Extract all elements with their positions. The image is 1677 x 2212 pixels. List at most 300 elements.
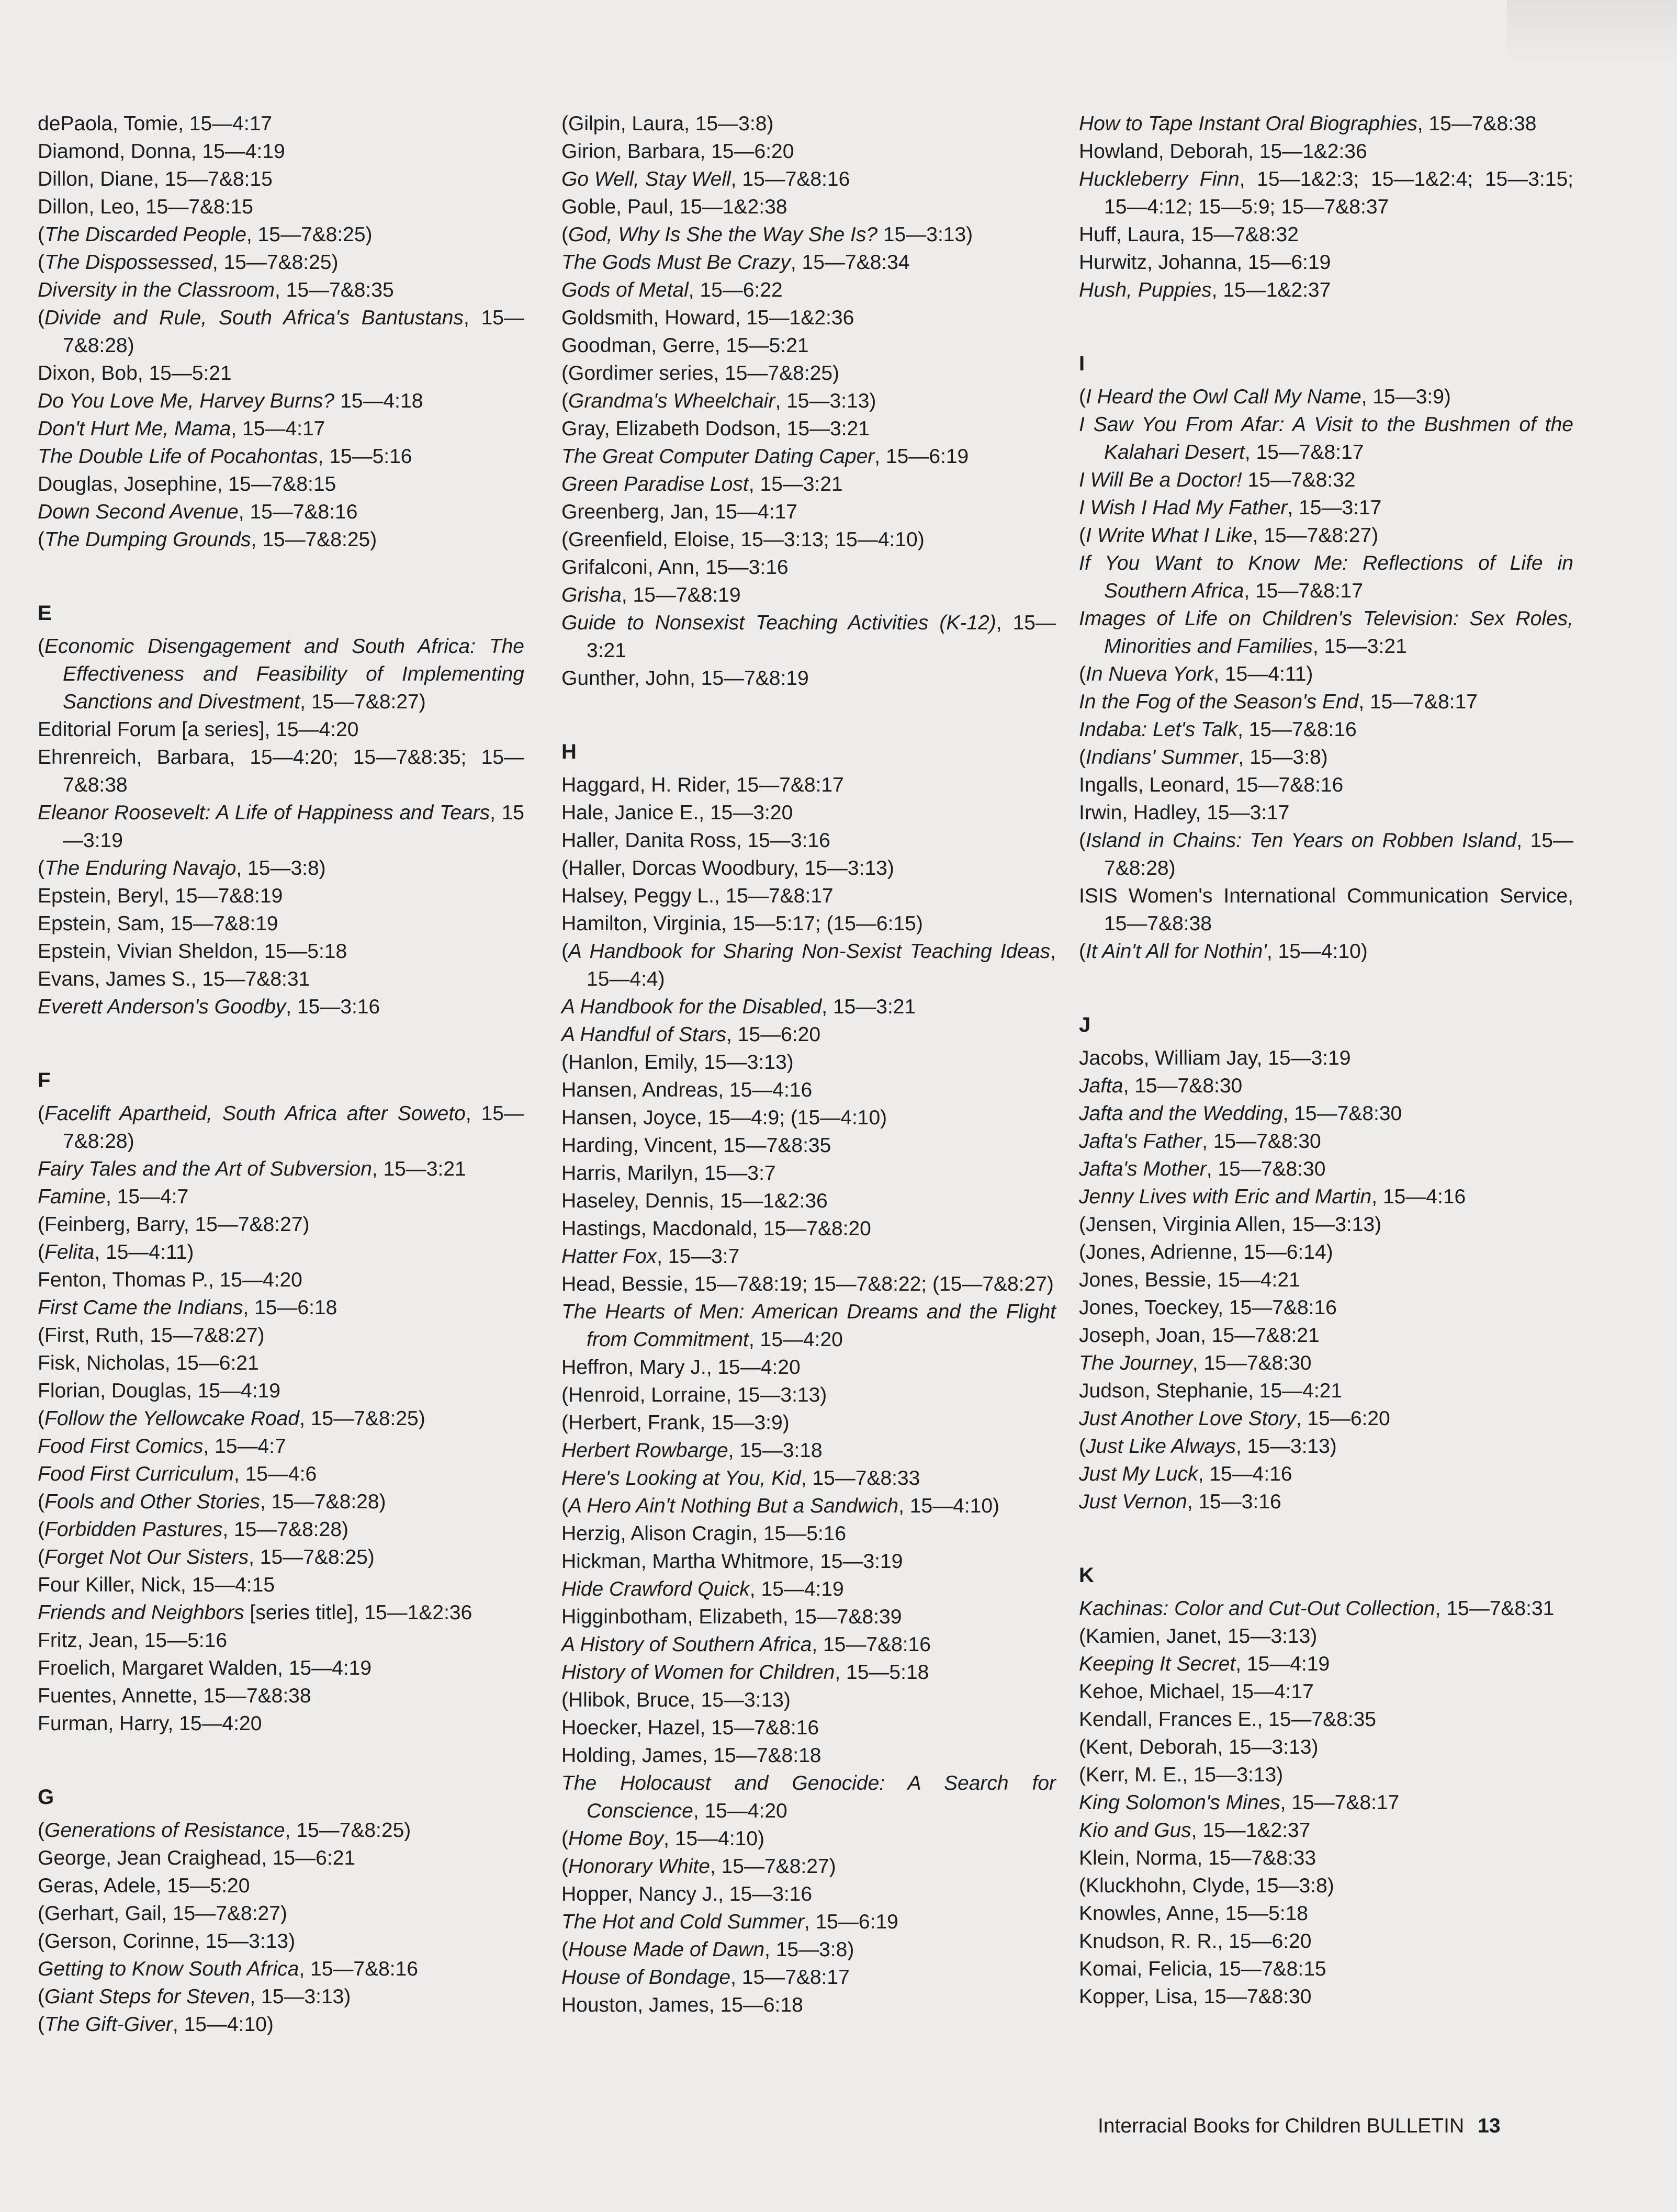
index-entry <box>38 193 524 221</box>
entry-title-italic: House of Bondage <box>561 1966 731 1989</box>
entry-title-italic: How to Tape Instant Oral Biographies <box>1079 112 1417 135</box>
entry-title-italic: God, Why Is She the Way She Is? <box>568 223 878 246</box>
entry-text: , 15—7&8:34 <box>790 251 910 274</box>
entry-text: , 15—3:8) <box>1238 746 1328 769</box>
index-entry <box>38 1100 524 1155</box>
entry-text: , 15—7&8:16 <box>238 501 358 523</box>
entry-text: Hickman, Martha Whitmore, 15—3:19 <box>561 1550 903 1573</box>
index-entry <box>561 1853 1056 1880</box>
entry-text: , 15—7&8:27) <box>710 1855 836 1878</box>
entry-title-italic: Huckleberry Finn <box>1079 168 1240 190</box>
index-entry <box>38 743 524 799</box>
index-entry <box>561 1742 1056 1769</box>
entry-title-italic: Facelift Apartheid, South Africa after Soweto <box>44 1102 466 1125</box>
index-entry <box>38 1872 524 1900</box>
entry-title-italic: I Wish I Had My Father <box>1079 496 1288 519</box>
entry-text: Geras, Adele, 15—5:20 <box>38 1875 250 1897</box>
index-entry <box>38 1816 524 1844</box>
index-entry <box>38 938 524 965</box>
index-entry <box>1079 1844 1573 1872</box>
index-entry <box>38 716 524 743</box>
index-entry <box>561 498 1056 526</box>
index-entry <box>1079 1622 1573 1650</box>
index-entry <box>1079 1927 1573 1955</box>
index-section <box>38 600 524 1021</box>
entry-text: (Gordimer series, 15—7&8:25) <box>561 362 840 385</box>
section-letter-heading: K <box>1079 1564 1094 1587</box>
index-entry <box>38 1432 524 1460</box>
section-letter-heading: J <box>1079 1013 1091 1036</box>
index-section <box>1079 350 1573 965</box>
entry-text: , 15—7&8:17 <box>1358 691 1478 713</box>
entry-title-italic: The Hearts of Men: American Dreams and the Flight from Commitment <box>561 1301 1056 1351</box>
index-entry <box>1079 221 1573 249</box>
entry-text: Hamilton, Virginia, 15—5:17; (15—6:15) <box>561 912 923 935</box>
entry-text: Hansen, Andreas, 15—4:16 <box>561 1079 813 1101</box>
index-entry <box>561 193 1056 221</box>
index-entry <box>38 1955 524 1983</box>
entry-text: ( <box>38 1819 44 1842</box>
entry-text: ( <box>38 1102 44 1125</box>
entry-text: Ehrenreich, Barbara, 15—4:20; 15—7&8:35; 15—7&8:38 <box>38 746 524 796</box>
index-entry <box>38 443 524 470</box>
index-entry <box>38 882 524 910</box>
index-entry <box>38 415 524 443</box>
entry-title-italic: Hatter Fox <box>561 1245 657 1268</box>
entry-text: Fuentes, Annette, 15—7&8:38 <box>38 1685 311 1707</box>
entry-text: , 15—7&8:28) <box>260 1491 386 1513</box>
index-entry <box>561 1298 1056 1353</box>
entry-text: , 15—7&8:27) <box>1252 524 1379 547</box>
entry-title-italic: A Handbook for Sharing Non-Sexist Teaching Ideas <box>568 940 1051 963</box>
index-entry <box>1079 1238 1573 1266</box>
entry-text: Klein, Norma, 15—7&8:33 <box>1079 1847 1316 1869</box>
entry-text: , 15—6:20 <box>1296 1407 1390 1430</box>
index-entry <box>561 165 1056 193</box>
entry-text: Hopper, Nancy J., 15—3:16 <box>561 1883 813 1905</box>
entry-text: ( <box>38 307 44 329</box>
index-entry <box>1079 1872 1573 1900</box>
entry-text: , 15—1&2:3; 15—1&2:4; 15—3:15; 15—4:12; 15—5:9; 15—7&8:37 <box>1104 168 1573 218</box>
index-section <box>38 1784 524 2038</box>
entry-title-italic: Just Vernon <box>1079 1491 1187 1513</box>
entry-text: Hansen, Joyce, 15—4:9; (15—4:10) <box>561 1107 887 1129</box>
entry-title-italic: Food First Comics <box>38 1435 204 1458</box>
index-entry <box>38 854 524 882</box>
index-entry <box>1079 522 1573 549</box>
entry-text: Joseph, Joan, 15—7&8:21 <box>1079 1324 1320 1347</box>
index-entry <box>561 854 1056 882</box>
entry-text: , 15—4:7 <box>106 1186 189 1208</box>
entry-title-italic: A History of Southern Africa <box>561 1633 812 1656</box>
entry-text: , 15—7&8:31 <box>1435 1597 1555 1620</box>
index-entry <box>38 799 524 854</box>
index-entry <box>38 276 524 304</box>
index-entry <box>561 827 1056 854</box>
index-entry <box>1079 1678 1573 1706</box>
entry-title-italic: Fairy Tales and the Art of Subversion <box>38 1158 372 1180</box>
entry-title-italic: If You Want to Know Me: Reflections of Life in Southern Africa <box>1079 552 1573 602</box>
entry-text: , 15—3:18 <box>728 1439 823 1462</box>
entry-text: Editorial Forum [a series], 15—4:20 <box>38 718 359 741</box>
entry-text: ( <box>1079 746 1086 769</box>
entry-text: , 15—4:17 <box>231 417 325 440</box>
entry-text: Gray, Elizabeth Dodson, 15—3:21 <box>561 417 870 440</box>
index-entry <box>561 771 1056 799</box>
entry-text: Four Killer, Nick, 15—4:15 <box>38 1574 275 1596</box>
entry-text: , 15—7&8:25) <box>285 1819 411 1842</box>
index-entry <box>1079 1183 1573 1211</box>
index-entry <box>38 1983 524 2011</box>
entry-text: Douglas, Josephine, 15—7&8:15 <box>38 473 336 495</box>
entry-text: , 15—7&8:30 <box>1123 1075 1243 1097</box>
index-entry <box>561 1132 1056 1159</box>
entry-text: ( <box>38 1491 44 1513</box>
entry-text: Florian, Douglas, 15—4:19 <box>38 1380 280 1402</box>
index-entry <box>561 443 1056 470</box>
index-entry <box>38 1377 524 1405</box>
entry-text: , 15—7&8:25) <box>249 1546 375 1568</box>
entry-title-italic: A Handful of Stars <box>561 1023 727 1046</box>
index-entry <box>38 1460 524 1488</box>
entry-title-italic: Jafta's Mother <box>1079 1158 1207 1180</box>
index-section <box>561 110 1056 692</box>
entry-text: , 15—7&8:17 <box>730 1966 850 1989</box>
index-entry <box>1079 771 1573 799</box>
index-entry <box>1079 1100 1573 1127</box>
index-entry <box>1079 827 1573 882</box>
entry-title-italic: First Came the Indians <box>38 1296 243 1319</box>
index-entry <box>561 415 1056 443</box>
index-entry <box>38 526 524 554</box>
index-entry <box>561 609 1056 664</box>
entry-title-italic: Forget Not Our Sisters <box>44 1546 249 1568</box>
entry-text: Diamond, Donna, 15—4:19 <box>38 140 285 163</box>
index-entry <box>561 138 1056 165</box>
entry-text: Epstein, Sam, 15—7&8:19 <box>38 912 278 935</box>
entry-text: Houston, James, 15—6:18 <box>561 1994 803 2016</box>
index-entry <box>38 993 524 1021</box>
index-entry <box>561 276 1056 304</box>
index-entry <box>1079 276 1573 304</box>
entry-text: , 15—7&8:17 <box>1280 1791 1400 1814</box>
entry-text: , 15—7&8:16 <box>812 1633 931 1656</box>
entry-text: 15—7&8:32 <box>1242 469 1356 491</box>
entry-text: , 15—7&8:28) <box>1104 829 1573 879</box>
entry-title-italic: The Gift-Giver <box>44 2013 173 2036</box>
entry-text: , 15—7&8:28) <box>222 1518 349 1541</box>
entry-text: , 15—7&8:25) <box>251 528 377 551</box>
entry-title-italic: Green Paradise Lost <box>561 473 749 495</box>
entry-text: ( <box>1079 940 1086 963</box>
index-entry <box>38 1654 524 1682</box>
entry-text: , 15—4:10) <box>663 1827 765 1850</box>
entry-text: Dixon, Bob, 15—5:21 <box>38 362 232 385</box>
entry-title-italic: Down Second Avenue <box>38 501 239 523</box>
entry-text: , 15—7&8:30 <box>1192 1352 1312 1374</box>
entry-text: , 15—3:13) <box>775 390 876 412</box>
section-letter-heading: G <box>38 1786 54 1809</box>
index-entry <box>1079 383 1573 411</box>
entry-text: , 15—7&8:16 <box>1237 718 1357 741</box>
entry-text: , 15—7&8:17 <box>1244 580 1364 602</box>
entry-title-italic: The Dispossessed <box>44 251 212 274</box>
index-entry <box>561 1825 1056 1853</box>
index-entry <box>38 1516 524 1543</box>
entry-text: , 15—3:17 <box>1287 496 1382 519</box>
index-entry <box>38 165 524 193</box>
index-entry <box>38 1543 524 1571</box>
publication-name: Interracial Books for Children BULLETIN <box>1098 2115 1465 2137</box>
index-section <box>38 1067 524 1737</box>
index-entry <box>38 1488 524 1516</box>
index-entry <box>561 993 1056 1021</box>
index-entry <box>561 1464 1056 1492</box>
entry-title-italic: Forbidden Pastures <box>44 1518 223 1541</box>
index-section <box>1079 110 1573 304</box>
page-footer <box>1098 2115 1501 2138</box>
index-entry <box>1079 466 1573 494</box>
section-letter-heading: F <box>38 1069 51 1092</box>
entry-title-italic: Famine <box>38 1186 106 1208</box>
index-entry <box>38 1322 524 1349</box>
index-entry <box>561 1437 1056 1464</box>
entry-title-italic: Just Like Always <box>1086 1435 1236 1458</box>
index-entry <box>38 138 524 165</box>
entry-text: ( <box>38 857 44 879</box>
index-entry <box>561 1409 1056 1437</box>
index-entry <box>38 1627 524 1654</box>
index-section <box>1079 1562 1573 2011</box>
entry-title-italic: The Great Computer Dating Caper <box>561 445 875 468</box>
entry-text: (Feinberg, Barry, 15—7&8:27) <box>38 1213 310 1236</box>
entry-text: Harding, Vincent, 15—7&8:35 <box>561 1134 831 1157</box>
index-entry <box>561 1880 1056 1908</box>
index-entry <box>1079 688 1573 716</box>
index-entry <box>1079 882 1573 938</box>
index-entry <box>38 910 524 938</box>
entry-text: Judson, Stephanie, 15—4:21 <box>1079 1380 1343 1402</box>
index-column-1 <box>38 110 524 2038</box>
entry-text: , 15—1&2:37 <box>1191 1819 1311 1842</box>
entry-title-italic: Grandma's Wheelchair <box>568 390 775 412</box>
index-entry <box>1079 1072 1573 1100</box>
index-entry <box>38 221 524 249</box>
index-section <box>1079 1011 1573 1516</box>
index-entry <box>561 1021 1056 1048</box>
entry-text: , 15—3:21 <box>1312 635 1407 658</box>
index-entry <box>561 938 1056 993</box>
entry-text: ( <box>38 1546 44 1568</box>
index-entry <box>1079 1322 1573 1349</box>
entry-text: , 15—4:6 <box>233 1463 317 1485</box>
entry-text: ( <box>38 251 44 274</box>
entry-text: Hurwitz, Johanna, 15—6:19 <box>1079 251 1331 274</box>
entry-text: , 15—5:18 <box>835 1661 929 1684</box>
index-entry <box>561 554 1056 581</box>
entry-text: Gunther, John, 15—7&8:19 <box>561 667 809 690</box>
index-entry <box>561 387 1056 415</box>
entry-text: Dillon, Diane, 15—7&8:15 <box>38 168 273 190</box>
entry-title-italic: I Will Be a Doctor! <box>1079 469 1242 491</box>
entry-text: ( <box>561 1855 568 1878</box>
entry-title-italic: Keeping It Secret <box>1079 1653 1236 1675</box>
entry-title-italic: I Write What I Like <box>1086 524 1253 547</box>
entry-text: ( <box>1079 1435 1086 1458</box>
entry-title-italic: Here's Looking at You, Kid <box>561 1467 801 1489</box>
entry-text: , 15—7&8:25) <box>246 223 373 246</box>
entry-text: , 15—7&8:25) <box>299 1407 425 1430</box>
index-entry <box>38 2011 524 2038</box>
index-entry <box>1079 1595 1573 1622</box>
page-edge-shadow <box>1507 0 1677 63</box>
section-letter-heading: H <box>561 740 577 763</box>
entry-text: , 15—3:21 <box>748 473 843 495</box>
entry-text: ( <box>1079 386 1086 408</box>
index-entry <box>561 1714 1056 1742</box>
entry-text: , 15—3:13) <box>1235 1435 1337 1458</box>
index-entry <box>561 799 1056 827</box>
entry-title-italic: The Hot and Cold Summer <box>561 1911 804 1933</box>
index-entry <box>38 1294 524 1322</box>
index-entry <box>561 332 1056 359</box>
entry-text: , 15—4:20 <box>748 1328 843 1351</box>
entry-title-italic: The Holocaust and Genocide: A Search for Conscience <box>561 1772 1056 1822</box>
entry-text: Knudson, R. R., 15—6:20 <box>1079 1930 1312 1953</box>
index-entry <box>1079 110 1573 138</box>
index-entry <box>561 1520 1056 1548</box>
entry-title-italic: Guide to Nonsexist Teaching Activities (K-12) <box>561 612 996 634</box>
entry-text: (Kamien, Janet, 15—3:13) <box>1079 1625 1318 1647</box>
entry-text: (Greenfield, Eloise, 15—3:13; 15—4:10) <box>561 528 925 551</box>
entry-text: Goldsmith, Howard, 15—1&2:36 <box>561 307 854 329</box>
entry-text: Ingalls, Leonard, 15—7&8:16 <box>1079 774 1344 796</box>
index-entry <box>561 1548 1056 1575</box>
entry-text: Irwin, Hadley, 15—3:17 <box>1079 802 1290 824</box>
index-entry <box>561 1631 1056 1658</box>
entry-title-italic: Giant Steps for Steven <box>44 1985 250 2008</box>
entry-text: ( <box>561 223 568 246</box>
index-entry <box>561 581 1056 609</box>
entry-text: ( <box>1079 663 1086 685</box>
entry-text: ISIS Women's International Communication Service, 15—7&8:38 <box>1079 885 1573 935</box>
section-letter-heading: E <box>38 602 52 625</box>
index-entry <box>561 249 1056 276</box>
index-entry <box>1079 1706 1573 1733</box>
index-entry <box>38 1211 524 1238</box>
index-entry <box>1079 1294 1573 1322</box>
index-entry <box>561 221 1056 249</box>
entry-title-italic: I Saw You From Afar: A Visit to the Bushmen of the Kalahari Desert <box>1079 413 1573 464</box>
entry-text: ( <box>38 2013 44 2036</box>
index-entry <box>38 1238 524 1266</box>
entry-text: Jones, Toeckey, 15—7&8:16 <box>1079 1296 1337 1319</box>
entry-text: Holding, James, 15—7&8:18 <box>561 1744 821 1767</box>
entry-text: (Kent, Deborah, 15—3:13) <box>1079 1736 1319 1758</box>
index-entry <box>561 110 1056 138</box>
index-entry <box>38 1266 524 1294</box>
entry-text: , 15—7&8:17 <box>1244 441 1364 464</box>
entry-text: , 15—6:19 <box>804 1911 898 1933</box>
index-entry <box>1079 1127 1573 1155</box>
entry-text: Girion, Barbara, 15—6:20 <box>561 140 794 163</box>
entry-text: Evans, James S., 15—7&8:31 <box>38 968 310 990</box>
entry-title-italic: Island in Chains: Ten Years on Robben Island <box>1086 829 1517 852</box>
entry-title-italic: Honorary White <box>568 1855 710 1878</box>
entry-title-italic: Everett Anderson's Goodby <box>38 996 286 1018</box>
index-entry <box>1079 138 1573 165</box>
index-entry <box>561 1381 1056 1409</box>
entry-text: ( <box>1079 524 1086 547</box>
entry-text: , 15—7&8:16 <box>730 168 850 190</box>
index-entry <box>1079 1650 1573 1678</box>
entry-text: Kopper, Lisa, 15—7&8:30 <box>1079 1985 1312 2008</box>
entry-text: , 15—3:16 <box>286 996 380 1018</box>
index-entry <box>561 1215 1056 1243</box>
index-entry <box>561 304 1056 332</box>
entry-text: dePaola, Tomie, 15—4:17 <box>38 112 273 135</box>
entry-text: , 15—4:10) <box>1266 940 1368 963</box>
index-entry <box>1079 1789 1573 1816</box>
index-entry <box>1079 1432 1573 1460</box>
entry-text: Herzig, Alison Cragin, 15—5:16 <box>561 1522 847 1545</box>
entry-title-italic: Jafta <box>1079 1075 1123 1097</box>
index-entry <box>1079 249 1573 276</box>
entry-text: ( <box>1079 829 1086 852</box>
index-entry <box>38 1405 524 1432</box>
entry-title-italic: Don't Hurt Me, Mama <box>38 417 231 440</box>
entry-text: ( <box>38 1241 44 1263</box>
entry-text: , 15—7&8:25) <box>212 251 339 274</box>
entry-text: , 15—3:7 <box>657 1245 740 1268</box>
index-entry <box>1079 605 1573 660</box>
entry-text: Goodman, Gerre, 15—5:21 <box>561 334 809 357</box>
entry-title-italic: The Discarded People <box>44 223 246 246</box>
entry-text: , 15—7&8:30 <box>1282 1102 1402 1125</box>
entry-text: , 15—3:8) <box>764 1938 854 1961</box>
index-entry <box>38 304 524 359</box>
entry-text: , 15—6:19 <box>874 445 969 468</box>
entry-text: , 15—7&8:19 <box>621 584 741 606</box>
entry-text: , 15—5:16 <box>318 445 412 468</box>
entry-text: , 15—7&8:30 <box>1206 1158 1326 1180</box>
index-entry <box>561 1492 1056 1520</box>
entry-title-italic: Jenny Lives with Eric and Martin <box>1079 1186 1372 1208</box>
index-entry <box>561 910 1056 938</box>
entry-text: , 15—6:18 <box>243 1296 337 1319</box>
index-entry <box>38 1599 524 1627</box>
entry-text: ( <box>561 940 568 963</box>
index-entry <box>38 387 524 415</box>
entry-title-italic: Fools and Other Stories <box>44 1491 260 1513</box>
entry-text: Dillon, Leo, 15—7&8:15 <box>38 196 253 218</box>
entry-text: Kehoe, Michael, 15—4:17 <box>1079 1680 1314 1703</box>
entry-title-italic: A Hero Ain't Nothing But a Sandwich <box>568 1495 899 1517</box>
entry-title-italic: I Heard the Owl Call My Name <box>1086 386 1361 408</box>
entry-title-italic: Food First Curriculum <box>38 1463 234 1485</box>
index-column-3 <box>1079 110 1573 2011</box>
entry-text: , 15—3:21 <box>372 1158 466 1180</box>
index-entry <box>561 1270 1056 1298</box>
entry-title-italic: The Gods Must Be Crazy <box>561 251 791 274</box>
index-entry <box>1079 1816 1573 1844</box>
index-entry <box>38 1155 524 1183</box>
index-entry <box>1079 799 1573 827</box>
entry-text: (Kluckhohn, Clyde, 15—3:8) <box>1079 1875 1334 1897</box>
entry-text: , 15—7&8:16 <box>299 1958 418 1980</box>
entry-title-italic: Home Boy <box>568 1827 664 1850</box>
entry-text: , 15—7&8:38 <box>1417 112 1537 135</box>
